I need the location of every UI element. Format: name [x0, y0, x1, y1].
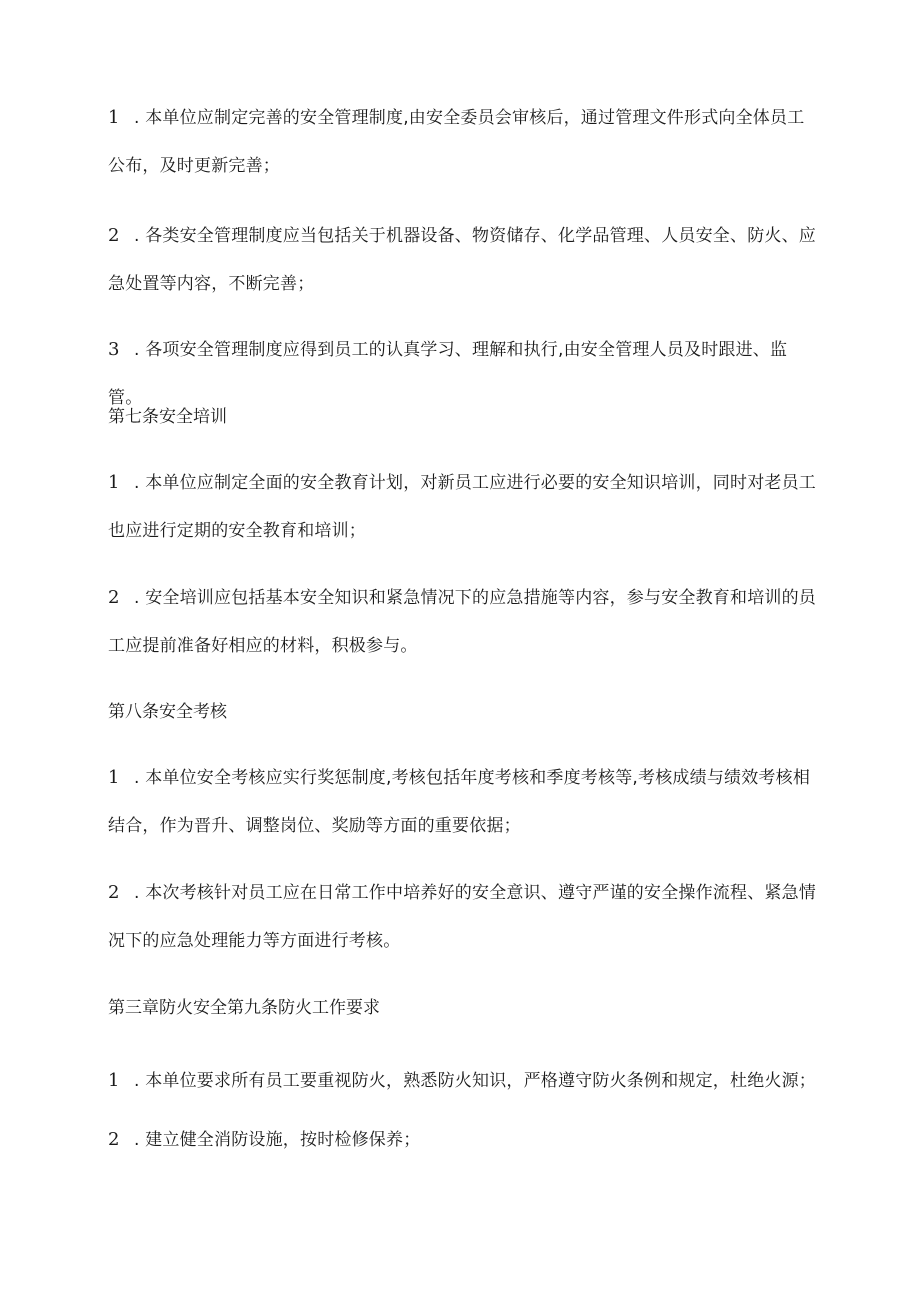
item-number: 1: [108, 767, 120, 788]
paragraph-text: . 各项安全管理制度应得到员工的认真学习、理解和执行,由安全管理人员及时跟进、监管。: [108, 340, 788, 408]
item-number: 2: [108, 587, 120, 608]
paragraph-text: . 各类安全管理制度应当包括关于机器设备、物资储存、化学品管理、人员安全、防火、应急处置等内容，不断完善；: [108, 226, 817, 294]
item-number: 2: [108, 225, 120, 246]
paragraph-text: . 本单位应制定全面的安全教育计划，对新员工应进行必要的安全知识培训，同时对老员工也应进行定期的安全教育和培训；: [108, 473, 817, 541]
chapter3-item-2: [108, 1116, 818, 1164]
paragraph-text: . 本单位要求所有员工要重视防火，熟悉防火知识，严格遵守防火条例和规定，杜绝火源；: [134, 1071, 817, 1091]
paragraph-text: . 本次考核针对员工应在日常工作中培养好的安全意识、遵守严谨的安全操作流程、紧急情况下的应急处理能力等方面进行考核。: [108, 883, 817, 951]
paragraph-text: . 安全培训应包括基本安全知识和紧急情况下的应急措施等内容，参与安全教育和培训的员工应提前准备好相应的材料，积极参与。: [108, 588, 817, 656]
item-number: 2: [108, 1129, 120, 1150]
item-number: 2: [108, 882, 120, 903]
item-number: 1: [108, 472, 120, 493]
paragraph-text: . 建立健全消防设施，按时检修保养；: [134, 1130, 421, 1150]
section8-item-1: [108, 754, 818, 850]
section-heading-7: 第七条安全培训: [108, 407, 227, 427]
paragraph-text: . 本单位安全考核应实行奖惩制度,考核包括年度考核和季度考核等,考核成绩与绩效考核相结合，作为晋升、调整岗位、奖励等方面的重要依据；: [108, 768, 811, 836]
chapter3-item-1: [108, 1057, 818, 1105]
section7-item-1: [108, 459, 818, 555]
paragraph-text: . 本单位应制定完善的安全管理制度,由安全委员会审核后，通过管理文件形式向全体员工公布，及时更新完善；: [108, 108, 805, 176]
section-heading-8: 第八条安全考核: [108, 702, 227, 722]
chapter-heading-3: 第三章防火安全第九条防火工作要求: [108, 998, 380, 1018]
item-number: 1: [108, 1070, 120, 1091]
item-number: 1: [108, 107, 120, 128]
paragraph-2: [108, 212, 818, 308]
item-number: 3: [108, 339, 120, 360]
paragraph-1: [108, 94, 818, 190]
section8-item-2: [108, 869, 818, 965]
section7-item-2: [108, 574, 818, 670]
